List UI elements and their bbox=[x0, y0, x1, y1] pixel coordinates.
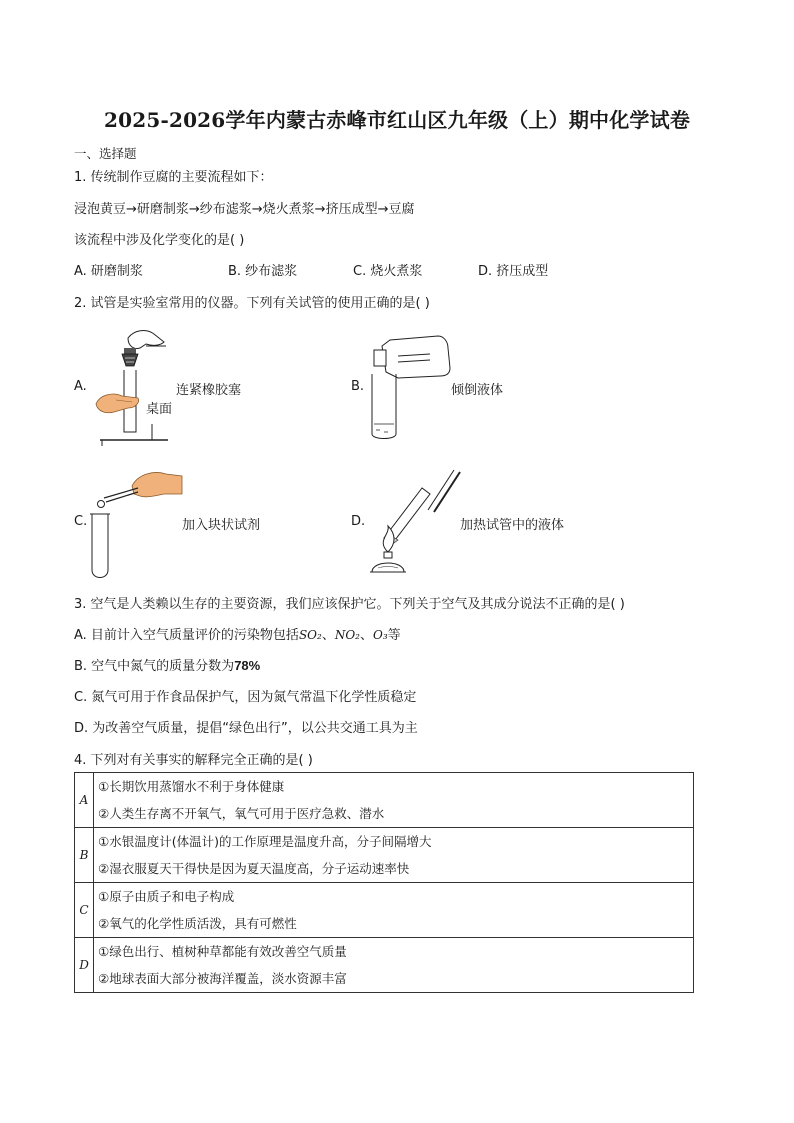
q1-ask: 该流程中涉及化学变化的是( ) bbox=[74, 233, 245, 248]
row-key: D bbox=[75, 938, 94, 993]
add-solid-reagent-illustration bbox=[88, 464, 184, 582]
q1-option-a: A. 研磨制浆 bbox=[74, 264, 143, 279]
q4-options-table bbox=[74, 772, 694, 993]
q1-option-c: C. 烧火煮浆 bbox=[353, 264, 423, 279]
q1-option-b: B. 纱布滤浆 bbox=[228, 264, 298, 279]
q2-option-c-caption: 加入块状试剂 bbox=[182, 518, 261, 533]
q3-option-c: C. 氮气可用于作食品保护气，因为氮气常温下化学性质稳定 bbox=[74, 690, 417, 705]
stopper-insertion-illustration bbox=[88, 328, 188, 446]
row-line-1: ①原子由质子和电子构成 bbox=[98, 889, 235, 904]
q2-option-a-caption: 连紧橡胶塞 bbox=[176, 383, 242, 398]
page-title: 2025-2026学年内蒙古赤峰市红山区九年级（上）期中化学试卷 bbox=[103, 108, 691, 132]
row-line-2: ②地球表面大部分被海洋覆盖，淡水资源丰富 bbox=[98, 971, 347, 986]
row-line-1: ①绿色出行、植树种草都能有效改善空气质量 bbox=[98, 944, 347, 959]
q2-option-a-letter: A. bbox=[74, 379, 87, 394]
q1-stem: 1. 传统制作豆腐的主要流程如下： bbox=[74, 170, 273, 185]
separator: 、 bbox=[359, 628, 373, 643]
desk-label: 桌面 bbox=[146, 402, 173, 417]
q3-option-d: D. 为改善空气质量，提倡“绿色出行”，以公共交通工具为主 bbox=[74, 721, 418, 736]
q2-stem: 2. 试管是实验室常用的仪器。下列有关试管的使用正确的是( ) bbox=[74, 296, 430, 311]
q2-option-d-caption: 加热试管中的液体 bbox=[460, 518, 565, 533]
row-line-1: ①长期饮用蒸馏水不利于身体健康 bbox=[98, 779, 285, 794]
percentage-value: 78% bbox=[234, 658, 261, 673]
q4-stem: 4. 下列对有关事实的解释完全正确的是( ) bbox=[74, 753, 313, 768]
heat-liquid-illustration bbox=[368, 468, 464, 580]
q3-option-b bbox=[74, 655, 260, 674]
formula-so2: SO₂ bbox=[298, 628, 322, 642]
table-row bbox=[75, 828, 694, 883]
q1-flow: 浸泡黄豆→研磨制浆→纱布滤浆→烧火煮浆→挤压成型→豆腐 bbox=[74, 202, 415, 217]
formula-no2: NO₂ bbox=[334, 628, 360, 642]
table-row bbox=[75, 773, 694, 828]
table-row bbox=[75, 938, 694, 993]
row-line-1: ①水银温度计(体温计)的工作原理是温度升高，分子间隔增大 bbox=[98, 834, 432, 849]
q2-option-b-caption: 倾倒液体 bbox=[451, 383, 504, 398]
q2-option-b-letter: B. bbox=[351, 379, 365, 394]
row-line-2: ②氧气的化学性质活泼，具有可燃性 bbox=[98, 916, 297, 931]
row-line-2: ②人类生存离不开氧气，氧气可用于医疗急救、潜水 bbox=[98, 806, 385, 821]
q3-option-a bbox=[74, 624, 401, 643]
table-row bbox=[75, 883, 694, 938]
q2-option-d-letter: D. bbox=[351, 514, 366, 529]
section-heading: 一、选择题 bbox=[74, 146, 137, 161]
pour-liquid-illustration bbox=[370, 328, 454, 442]
q1-option-d: D. 挤压成型 bbox=[478, 264, 549, 279]
row-key: C bbox=[75, 883, 94, 938]
q2-option-c-letter: C. bbox=[74, 514, 88, 529]
q3-option-b-text: B. 空气中氮气的质量分数为 bbox=[74, 659, 235, 674]
row-line-2: ②湿衣服夏天干得快是因为夏天温度高，分子运动速率快 bbox=[98, 861, 410, 876]
separator: 、 bbox=[321, 628, 335, 643]
row-key: A bbox=[75, 773, 94, 828]
formula-o3: O₃ bbox=[373, 628, 388, 642]
row-key: B bbox=[75, 828, 94, 883]
q3-option-a-end: 等 bbox=[387, 628, 401, 643]
q3-stem: 3. 空气是人类赖以生存的主要资源，我们应该保护它。下列关于空气及其成分说法不正确的是( ) bbox=[74, 597, 625, 612]
q3-option-a-text: A. 目前计入空气质量评价的污染物包括 bbox=[74, 628, 299, 643]
